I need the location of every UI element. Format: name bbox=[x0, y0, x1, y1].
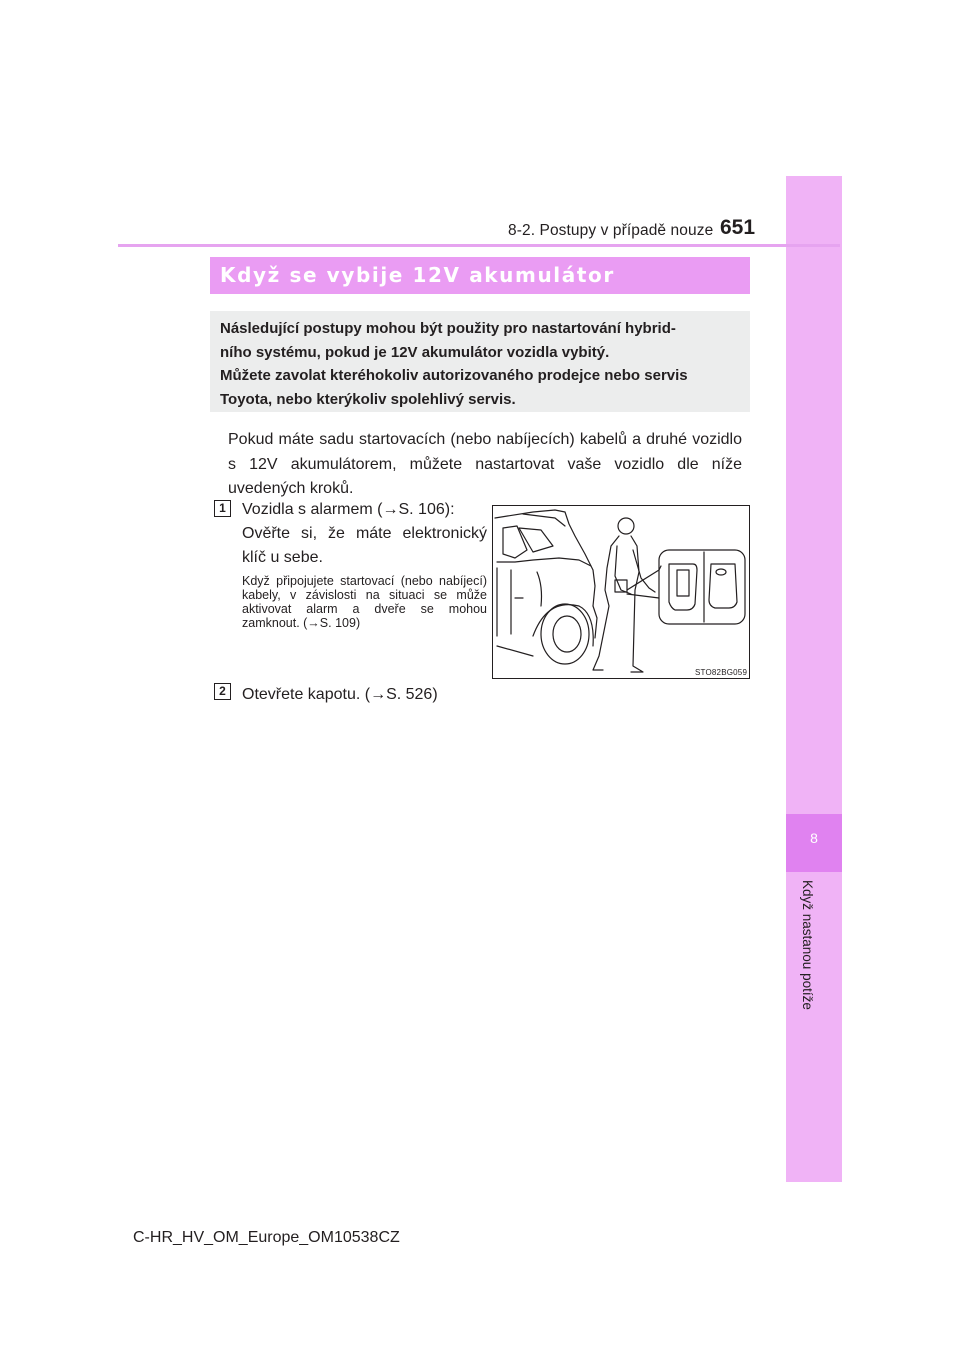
chapter-number: 8 bbox=[810, 830, 818, 846]
person-head bbox=[618, 518, 634, 534]
car-wheel bbox=[541, 604, 589, 664]
step-1-line: klíč u sebe. bbox=[242, 549, 323, 566]
chapter-side-tab bbox=[786, 176, 842, 1182]
step-2-text: Otevřete kapotu. (→S. 526) bbox=[242, 686, 438, 703]
intro-box bbox=[210, 311, 750, 412]
step-1-text bbox=[242, 498, 487, 570]
section-header: 8-2. Postupy v případě nouze bbox=[508, 222, 714, 239]
chapter-title-wrapper bbox=[786, 880, 842, 1030]
step-number-box: 1 bbox=[214, 500, 231, 517]
body-paragraph: Pokud máte sadu startovacích (nebo nabíjecích) kabelů a druhé vozidlo s 12V akumulátorem, můžete nastartovat vaše vozidlo dle níže uvedených kroků. bbox=[228, 431, 742, 497]
person-body bbox=[593, 536, 619, 670]
step-1-line: Ověřte si, že máte elektronický bbox=[242, 525, 487, 542]
page-title: Když se vybije 12V akumulátor bbox=[220, 263, 615, 287]
page-number: 651 bbox=[720, 216, 756, 239]
step-1-note: Když připojujete startovací (nebo nabíjecí) kabely, v závislosti na situaci se může aktivovat alarm a dveře se mohou zamknout. (→S. 109) bbox=[242, 574, 487, 630]
document-footer: C-HR_HV_OM_Europe_OM10538CZ bbox=[133, 1229, 400, 1246]
intro-line: Následující postupy mohou být použity pro nastartování hybrid- bbox=[220, 320, 676, 337]
intro-line: Můžete zavolat kteréhokoliv autorizovaného prodejce nebo servis bbox=[220, 367, 688, 384]
door-handle-sensor bbox=[669, 564, 697, 610]
step-number-box: 2 bbox=[214, 683, 231, 700]
key-panel-frame bbox=[659, 550, 745, 624]
figure-code: STO82BG059 bbox=[695, 668, 748, 677]
electronic-key-icon bbox=[709, 564, 737, 608]
smart-key-illustration bbox=[492, 505, 750, 679]
intro-text bbox=[220, 317, 744, 411]
car-body-outline bbox=[495, 510, 595, 606]
car-and-person-drawing bbox=[493, 506, 749, 678]
intro-line: Toyota, nebo kterýkoliv spolehlivý servis. bbox=[220, 390, 516, 408]
intro-line: ního systému, pokud je 12V akumulátor vozidla vybitý. bbox=[220, 343, 610, 361]
chapter-title: Když nastanou potíže bbox=[800, 880, 815, 1010]
step-1-line: Vozidla s alarmem (→S. 106): bbox=[242, 501, 455, 518]
header-divider bbox=[118, 244, 840, 247]
